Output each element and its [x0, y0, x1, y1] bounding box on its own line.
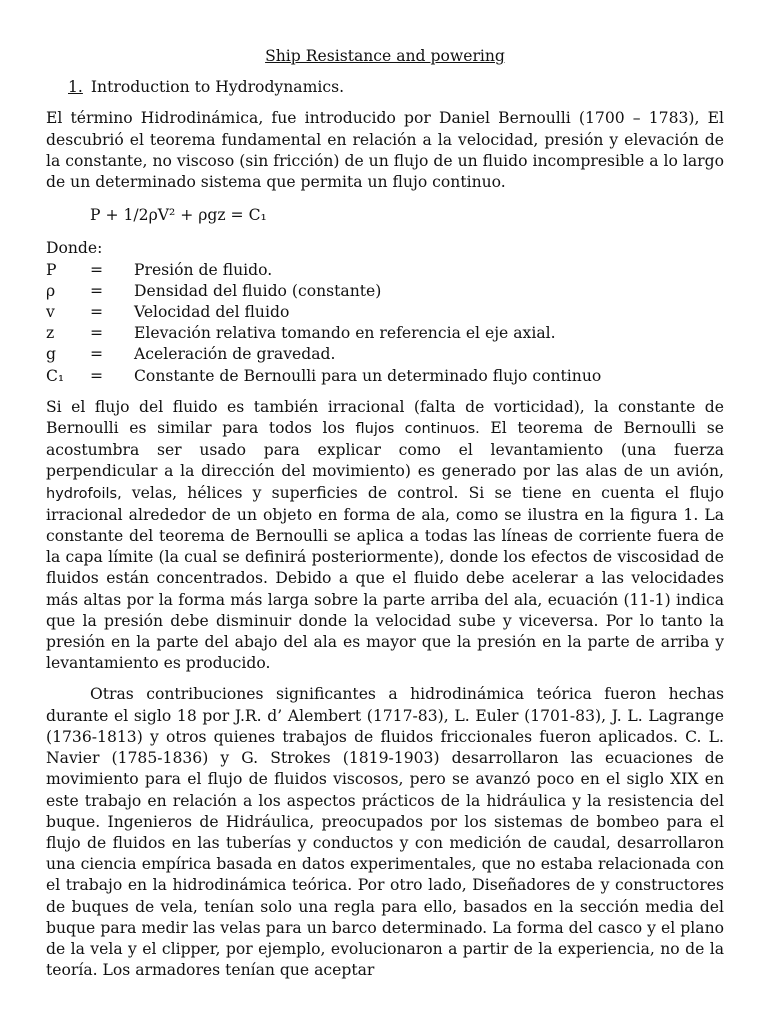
text-run-sans: flujos continuos.: [355, 421, 480, 438]
section-heading: [68, 77, 724, 98]
definition-equals: =: [90, 281, 104, 300]
definition-symbol: C₁: [46, 366, 65, 385]
definition-text: Aceleración de gravedad.: [134, 345, 336, 364]
definition-equals: =: [90, 366, 104, 385]
definition-text: Presión de fluido.: [134, 260, 273, 279]
definition-symbol: P: [46, 260, 57, 279]
definition-symbol: v: [46, 303, 55, 322]
section-number: 1.: [68, 78, 83, 97]
document-page: [46, 46, 724, 991]
text-run: velas, hélices y superficies de control. Si se tiene en cuenta el flujo irracional alrededor de un objeto en forma de ala, como se ilustra en la figura 1. La constante del teorema de Bernoulli se aplica a todas las líneas de corriente fuera de la capa límite (la cual se definirá posteriormente), donde los efectos de viscosidad de fluidos están concentrados. Debido a que el fluido debe acelerar a las velocidades más altas por la forma más larga sobre la parte arriba del ala, ecuación (11-1) indica que la presión debe disminuir donde la velocidad sube y viceversa. Por lo tanto la presión en la parte del abajo del ala es mayor que la presión en la parte de arriba y levantamiento es producido.: [46, 483, 724, 673]
paragraph-intro: El término Hidrodinámica, fue introducido por Daniel Bernoulli (1700 – 1783), El descubrió el teorema fundamental en relación a la velocidad, presión y elevación de la constante, no viscoso (sin fricción) de un flujo de un fluido incompresible a lo largo de un determinado sistema que permita un flujo continuo.: [46, 109, 724, 192]
definition-row: [46, 302, 724, 323]
definition-equals: =: [90, 324, 104, 343]
text-run: El teorema de Bernoulli se acostumbra ser usado para explicar como el levantamiento (una fuerza perpendicular a la dirección del movimiento) es generado por las alas de un avión,: [46, 419, 724, 481]
definition-equals: =: [90, 345, 104, 364]
donde-label: Donde:: [46, 239, 103, 258]
definition-equals: =: [90, 303, 104, 322]
definition-row: [46, 260, 724, 281]
definition-row: [46, 281, 724, 302]
definition-text: Elevación relativa tomando en referencia el eje axial.: [134, 324, 556, 343]
definitions-list: [46, 238, 724, 386]
definition-equals: =: [90, 260, 104, 279]
paragraph-bernoulli-lift: [46, 397, 724, 675]
paragraph-history: Otras contribuciones significantes a hidrodinámica teórica fueron hechas durante el siglo 18 por J.R. d’ Alembert (1717-83), L. Euler (1701-83), J. L. Lagrange (1736-1813) y otros quienes trabajos de fluidos friccionales fueron aplicados. C. L. Navier (1785-1836) y G. Strokes (1819-1903) desarrollaron las ecuaciones de movimiento para el flujo de fluidos viscosos, pero se avanzó poco en el siglo XIX en este trabajo en relación a los aspectos prácticos de la hidráulica y la resistencia del buque. Ingenieros de Hidráulica, preocupados por los sistemas de bombeo para el flujo de fluidos en las tuberías y conductos y con medición de caudal, desarrollaron una ciencia empírica basada en datos experimentales, que no estaba relacionada con el trabajo en la hidrodinámica teórica. Por otro lado, Diseñadores de y constructores de buques de vela, tenían solo una regla para ello, basados en la sección media del buque para medir las velas para un barco determinado. La forma del casco y el plano de la vela y el clipper, por ejemplo, evolucionaron a partir de la experiencia, no de la teoría. Los armadores tenían que aceptar: [46, 685, 724, 980]
section-label: Introduction to Hydrodynamics.: [90, 78, 345, 97]
definition-symbol: z: [46, 324, 55, 343]
definition-text: Constante de Bernoulli para un determinado flujo continuo: [134, 366, 602, 385]
definition-symbol: g: [46, 345, 56, 364]
text-run-sans: hydrofoils,: [46, 485, 122, 502]
definition-text: Densidad del fluido (constante): [134, 281, 382, 300]
bernoulli-formula: P + 1/2ρV² + ρgz = C₁: [90, 206, 267, 225]
definition-row: [46, 323, 724, 344]
definition-row: [46, 366, 724, 387]
text-run: Si el flujo del fluido es también irracional (falta de vorticidad), la constante de Bernoulli es similar para todos los: [46, 397, 724, 438]
page-title: Ship Resistance and powering: [265, 47, 505, 65]
definition-text: Velocidad del fluido: [134, 303, 290, 322]
definition-symbol: ρ: [46, 281, 56, 300]
definition-row: [46, 344, 724, 365]
